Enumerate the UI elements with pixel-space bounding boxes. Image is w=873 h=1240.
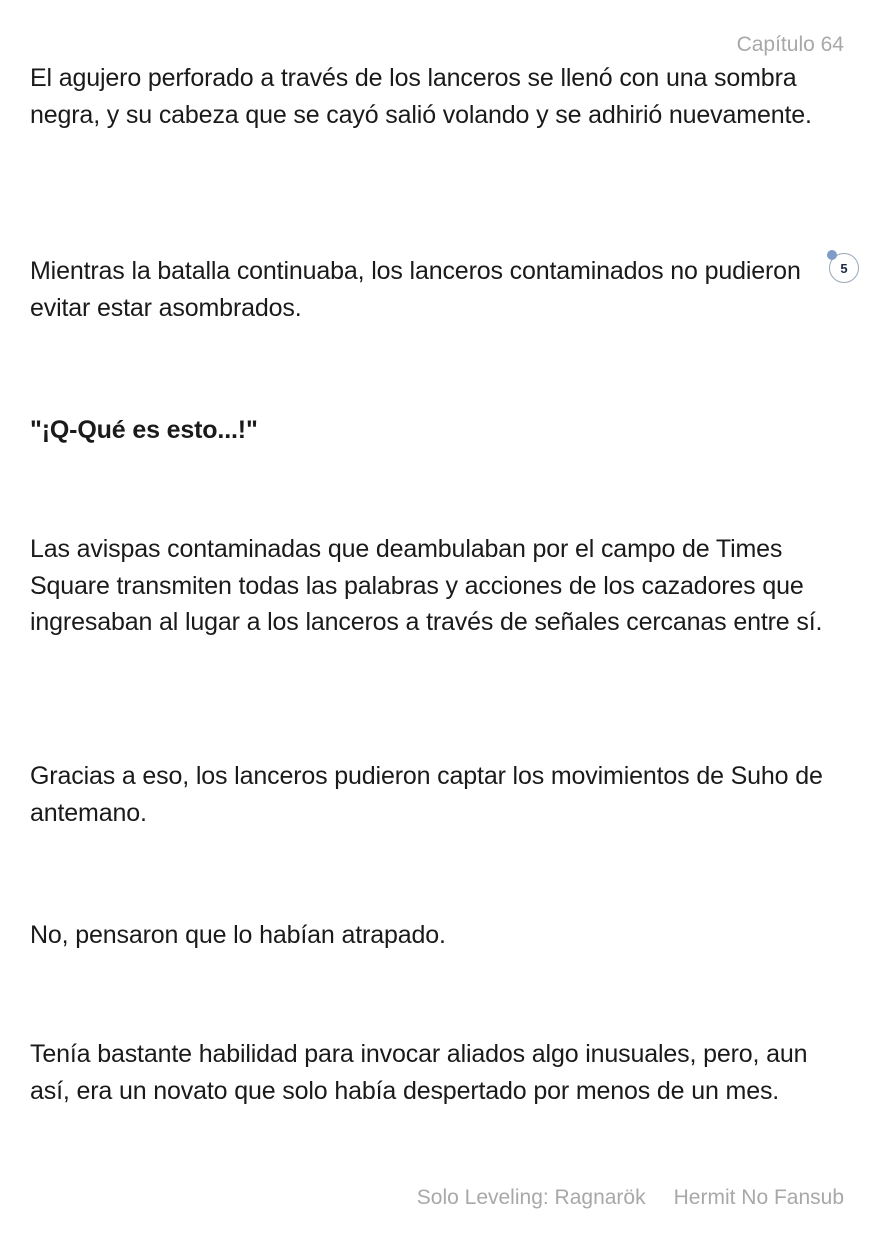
paragraph-5: Gracias a eso, los lanceros pudieron captar los movimientos de Suho de antemano. xyxy=(30,762,823,827)
paragraph-2: Mientras la batalla continuaba, los lanceros contaminados no pudieron evitar estar asombrados. xyxy=(30,257,801,322)
paragraph-comment-button[interactable] xyxy=(829,253,859,283)
paragraph-6: No, pensaron que lo habían atrapado. xyxy=(30,921,446,949)
comment-indicator-dot xyxy=(827,250,837,260)
comment-count: 5 xyxy=(840,260,848,276)
chapter-title: Capítulo 64 xyxy=(736,33,844,56)
paragraph-3-dialogue: "¡Q-Qué es esto...!" xyxy=(30,416,258,444)
footer-translator: Hermit No Fansub xyxy=(673,1186,844,1209)
footer-book-title: Solo Leveling: Ragnarök xyxy=(416,1186,646,1209)
paragraph-7: Tenía bastante habilidad para invocar aliados algo inusuales, pero, aun así, era un novato que solo había despertado por menos de un mes. xyxy=(30,1040,808,1105)
paragraph-4: Las avispas contaminadas que deambulaban por el campo de Times Square transmiten todas las palabras y acciones de los cazadores que ingresaban al lugar a los lanceros a través de señales cercanas entre sí. xyxy=(30,535,823,636)
paragraph-1: El agujero perforado a través de los lanceros se llenó con una sombra negra, y su cabeza que se cayó salió volando y se adhirió nuevamente. xyxy=(30,64,812,129)
page-footer xyxy=(417,1185,844,1211)
